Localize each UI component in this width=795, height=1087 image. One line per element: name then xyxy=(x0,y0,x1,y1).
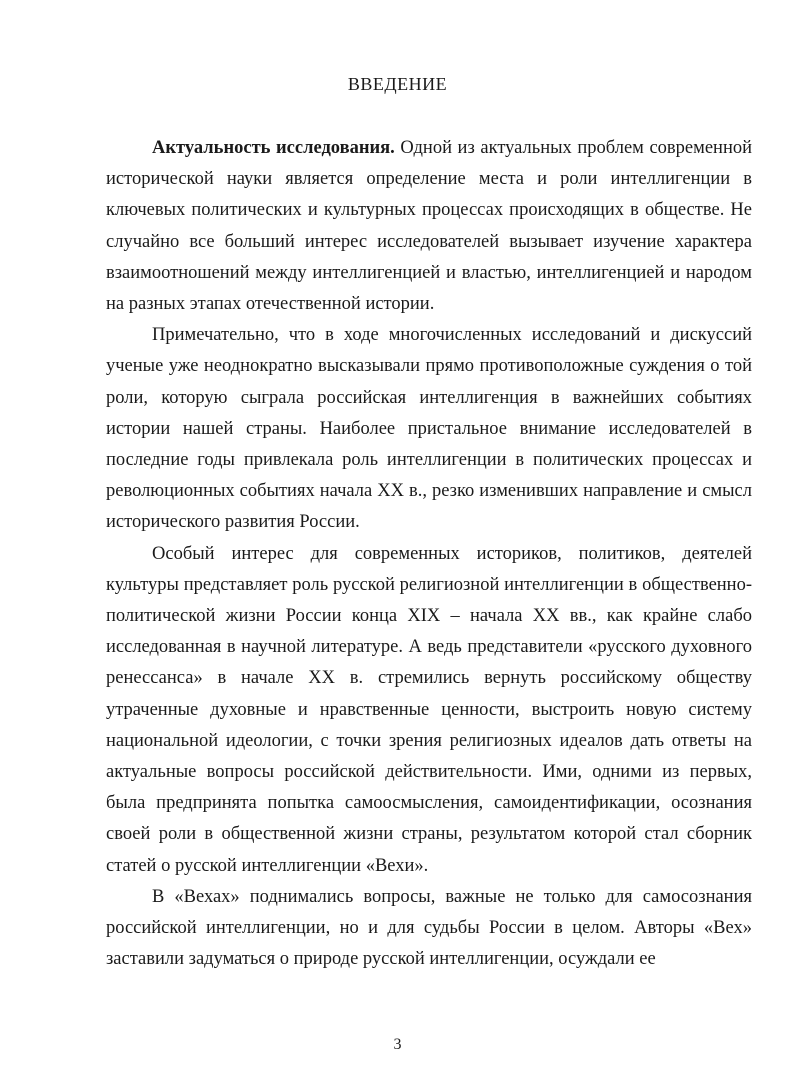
paragraph-vekhi: В «Вехах» поднимались вопросы, важные не только для самосознания российской интеллигенции, но и для судьбы России в целом. Авторы «Вех» заставили задуматься о природе русской интеллигенции, осуждали ее xyxy=(106,886,752,970)
paragraph-relevance xyxy=(106,133,752,320)
page-title: ВВЕДЕНИЕ xyxy=(347,74,448,94)
paragraph-text: Одной из актуальных проблем современной исторической науки является определение места и роли интеллигенции в ключевых политических и культурных процессах происходящих в обществе. Не случайно все больший интерес исследователей вызывает изучение характера взаимоотношений между интеллигенцией и властью, интеллигенцией и народом на разных этапах отечественной истории. xyxy=(106,138,752,315)
paragraph-special-interest: Особый интерес для современных историков, политиков, деятелей культуры представляет роль русской религиозной интеллигенции в общественно-политической жизни России конца XIX – начала XX вв., как крайне слабо исследованная в научной литературе. А ведь представители «русского духовного ренессанса» в начале XX в. стремились вернуть российскому обществу утраченные духовные и нравственные ценности, выстроить новую систему национальной идеологии, с точки зрения религиозных идеалов дать ответы на актуальные вопросы российской действительности. Ими, одними из первых, была предпринята попытка самоосмысления, самоидентификации, осознания своей роли в общественной жизни страны, результатом которой стал сборник статей о русской интеллигенции «Вехи». xyxy=(106,543,752,876)
page-number: 3 xyxy=(393,1036,402,1053)
paragraph-lead-bold: Актуальность исследования. xyxy=(152,138,395,158)
paragraph-noteworthy: Примечательно, что в ходе многочисленных исследований и дискуссий ученые уже неоднократно высказывали прямо противоположные суждения о той роли, которую сыграла российская интеллигенция в важнейших событиях истории нашей страны. Наиболее пристальное внимание исследователей в последние годы привлекала роль интеллигенции в политических процессах и революционных событиях начала XX в., резко изменивших направление и смысл исторического развития России. xyxy=(106,325,752,533)
body-text xyxy=(106,133,752,975)
